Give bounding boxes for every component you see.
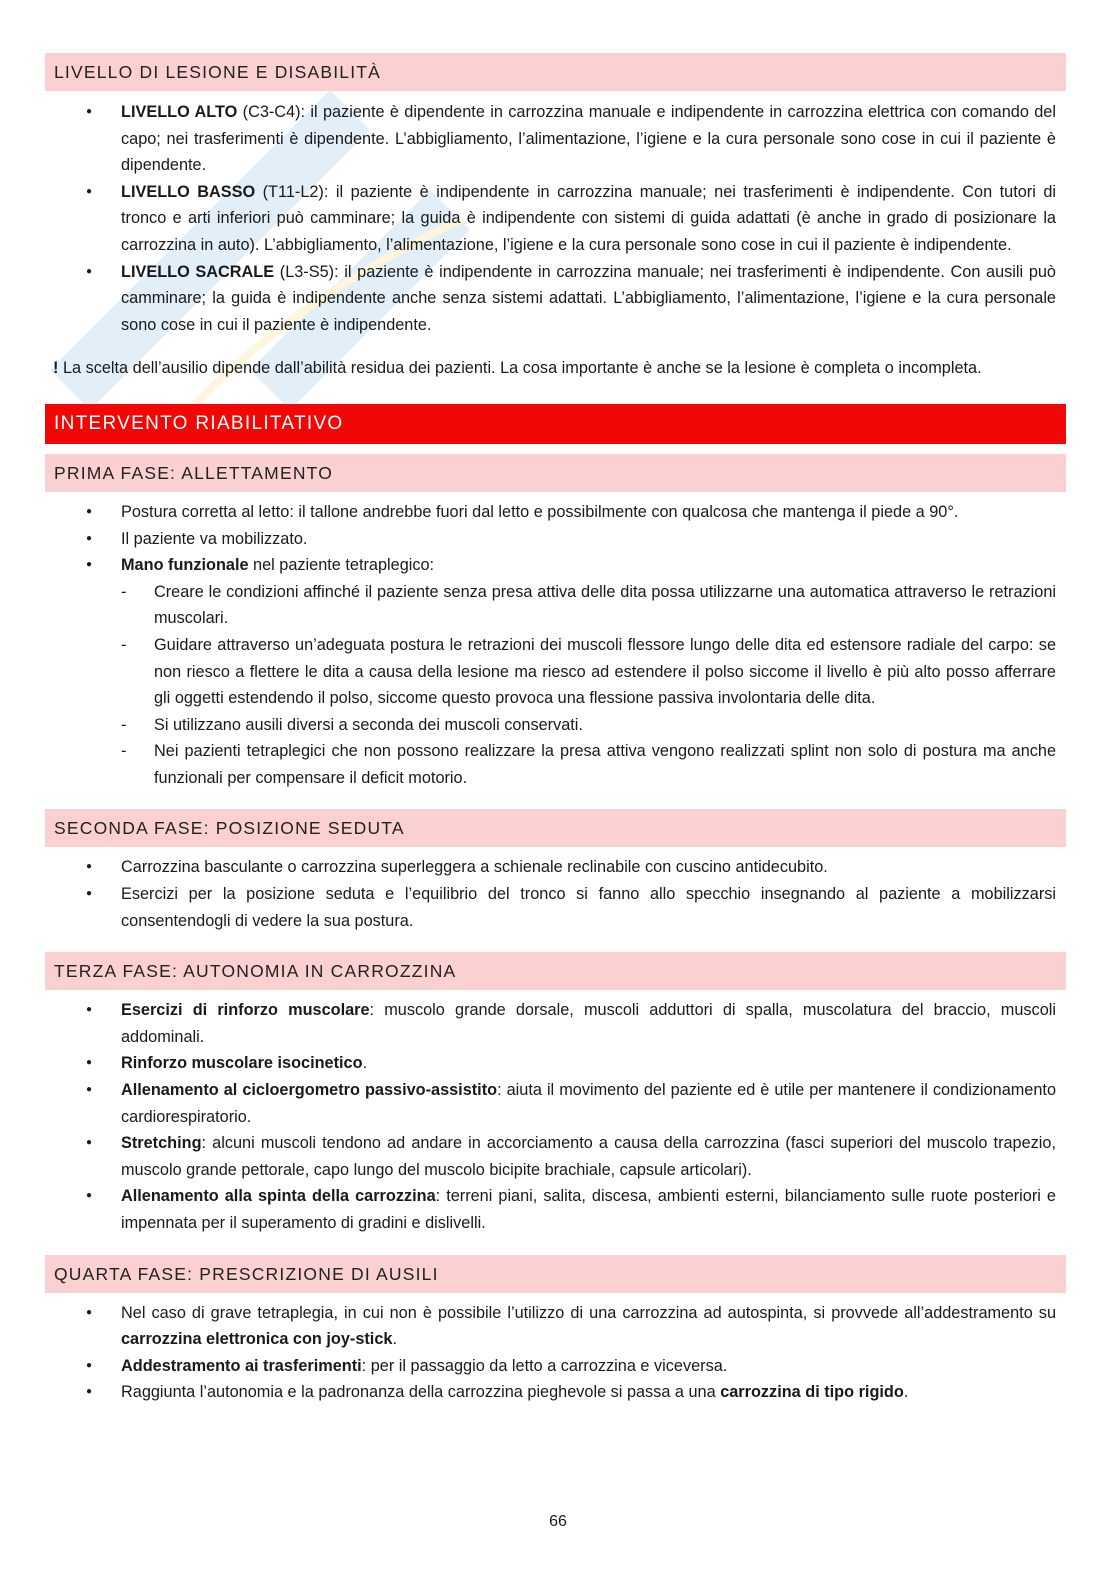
prima-fase-list: [45, 499, 1066, 792]
list-item: ● Addestramento ai trasferimenti: per il passaggio da letto a carrozzina e viceversa.: [45, 1353, 1066, 1380]
note-paragraph: ! La scelta dell’ausilio dipende dall’abilità residua dei pazienti. La cosa importante è anche se la lesione è completa o incompleta.: [53, 359, 982, 378]
list-item: ● LIVELLO BASSO (T11-L2): il paziente è indipendente in carrozzina manuale; nei trasferimenti è indipendente. Con tutori di tronco e arti inferiori può camminare; la guida è indipendente con sistemi di guida adattati (è anche in grado di posizionare la carrozzina in auto). L’abbigliamento, l’alimentazione, l’igiene e la cura personale sono cose in cui il paziente è indipendente.: [45, 179, 1066, 259]
list-item: ● Allenamento alla spinta della carrozzina: terreni piani, salita, discesa, ambienti esterni, bilanciamento sulle ruote posteriori e impennata per il superamento di gradini e dislivelli.: [45, 1183, 1066, 1236]
document-content: [45, 53, 1066, 1406]
lesion-level-list: [45, 99, 1066, 338]
exclamation-mark: !: [53, 359, 59, 378]
mano-funzionale-sublist: [121, 579, 1056, 792]
list-item: ● LIVELLO ALTO (C3-C4): il paziente è dipendente in carrozzina manuale e indipendente in carrozzina elettrica con comando del capo; nei trasferimenti è dipendente. L’abbigliamento, l’alimentazione, l’igiene e la cura personale sono cose in cui il paziente è dipendente.: [45, 99, 1066, 179]
list-item: ● Nel caso di grave tetraplegia, in cui non è possibile l’utilizzo di una carrozzina ad autospinta, si provvede all’addestramento su carrozzina elettronica con joy-stick.: [45, 1300, 1066, 1353]
list-item: ● Rinforzo muscolare isocinetico.: [45, 1050, 1066, 1077]
section-heading-seconda-fase: SECONDA FASE: POSIZIONE SEDUTA: [45, 809, 1066, 847]
list-item: ● Mano funzionale nel paziente tetraplegico: - Creare le condizioni affinché il paziente senza presa attiva delle dita possa utilizzarne una automatica attraverso le retrazioni muscolari. - Guidare attraverso un’adeguata postura le retrazioni dei muscoli flessore lungo delle dita ed estensore radiale del carpo: se non riesco a flettere le dita a causa della lesione ma riesco ad estendere il polso siccome il livello è più alto posso afferrare gli oggetti estendendo il polso, siccome questo provoca una flessione passiva involontaria delle dita. - Si utilizzano ausili diversi a seconda dei muscoli conservati. - Nei pazienti tetraplegici che non possono realizzare la presa attiva vengono realizzati splint non solo di postura ma anche funzionali per compensare il deficit motorio.: [45, 552, 1066, 791]
seconda-fase-list: [45, 854, 1066, 934]
page-number: 66: [549, 1513, 567, 1530]
section-heading-terza-fase: TERZA FASE: AUTONOMIA IN CARROZZINA: [45, 952, 1066, 990]
list-item: ● Esercizi di rinforzo muscolare: muscolo grande dorsale, muscoli adduttori di spalla, muscolatura del braccio, muscoli addominali.: [45, 997, 1066, 1050]
list-item: ● Allenamento al cicloergometro passivo-assistito: aiuta il movimento del paziente ed è utile per mantenere il condizionamento cardiorespiratorio.: [45, 1077, 1066, 1130]
section-heading-intervento-riabilitativo: INTERVENTO RIABILITATIVO: [45, 404, 1066, 444]
sub-list-item: - Nei pazienti tetraplegici che non possono realizzare la presa attiva vengono realizzati splint non solo di postura ma anche funzionali per compensare il deficit motorio.: [121, 738, 1056, 791]
section-heading-prima-fase: PRIMA FASE: ALLETTAMENTO: [45, 454, 1066, 492]
list-item: ● Postura corretta al letto: il tallone andrebbe fuori dal letto e possibilmente con qualcosa che mantenga il piede a 90°.: [45, 499, 1066, 526]
sub-list-item: - Guidare attraverso un’adeguata postura le retrazioni dei muscoli flessore lungo delle dita ed estensore radiale del carpo: se non riesco a flettere le dita a causa della lesione ma riesco ad estendere il polso siccome il livello è più alto posso afferrare gli oggetti estendendo il polso, siccome questo provoca una flessione passiva involontaria delle dita.: [121, 632, 1056, 712]
section-heading-quarta-fase: QUARTA FASE: PRESCRIZIONE DI AUSILI: [45, 1255, 1066, 1293]
list-item: ● Stretching: alcuni muscoli tendono ad andare in accorciamento a causa della carrozzina (fasci superiori del muscolo trapezio, muscolo grande pettorale, capo lungo del muscolo bicipite brachiale, capsule articolari).: [45, 1130, 1066, 1183]
section-heading-livello-di-lesione: LIVELLO DI LESIONE E DISABILITÀ: [45, 53, 1066, 91]
list-item: ● Il paziente va mobilizzato.: [45, 526, 1066, 553]
sub-list-item: - Creare le condizioni affinché il paziente senza presa attiva delle dita possa utilizzarne una automatica attraverso le retrazioni muscolari.: [121, 579, 1056, 632]
list-item: ● Carrozzina basculante o carrozzina superleggera a schienale reclinabile con cuscino antidecubito.: [45, 854, 1066, 881]
list-item: ● Raggiunta l’autonomia e la padronanza della carrozzina pieghevole si passa a una carrozzina di tipo rigido.: [45, 1379, 1066, 1406]
quarta-fase-list: [45, 1300, 1066, 1406]
terza-fase-list: [45, 997, 1066, 1236]
sub-list-item: - Si utilizzano ausili diversi a seconda dei muscoli conservati.: [121, 712, 1056, 739]
list-item: ● LIVELLO SACRALE (L3-S5): il paziente è indipendente in carrozzina manuale; nei trasferimenti è indipendente. Con ausili può camminare; la guida è indipendente anche senza sistemi adattati. L’abbigliamento, l’alimentazione, l’igiene e la cura personale sono cose in cui il paziente è indipendente.: [45, 259, 1066, 339]
list-item: ● Esercizi per la posizione seduta e l’equilibrio del tronco si fanno allo specchio insegnando al paziente a mobilizzarsi consentendogli di vedere la sua postura.: [45, 881, 1066, 934]
